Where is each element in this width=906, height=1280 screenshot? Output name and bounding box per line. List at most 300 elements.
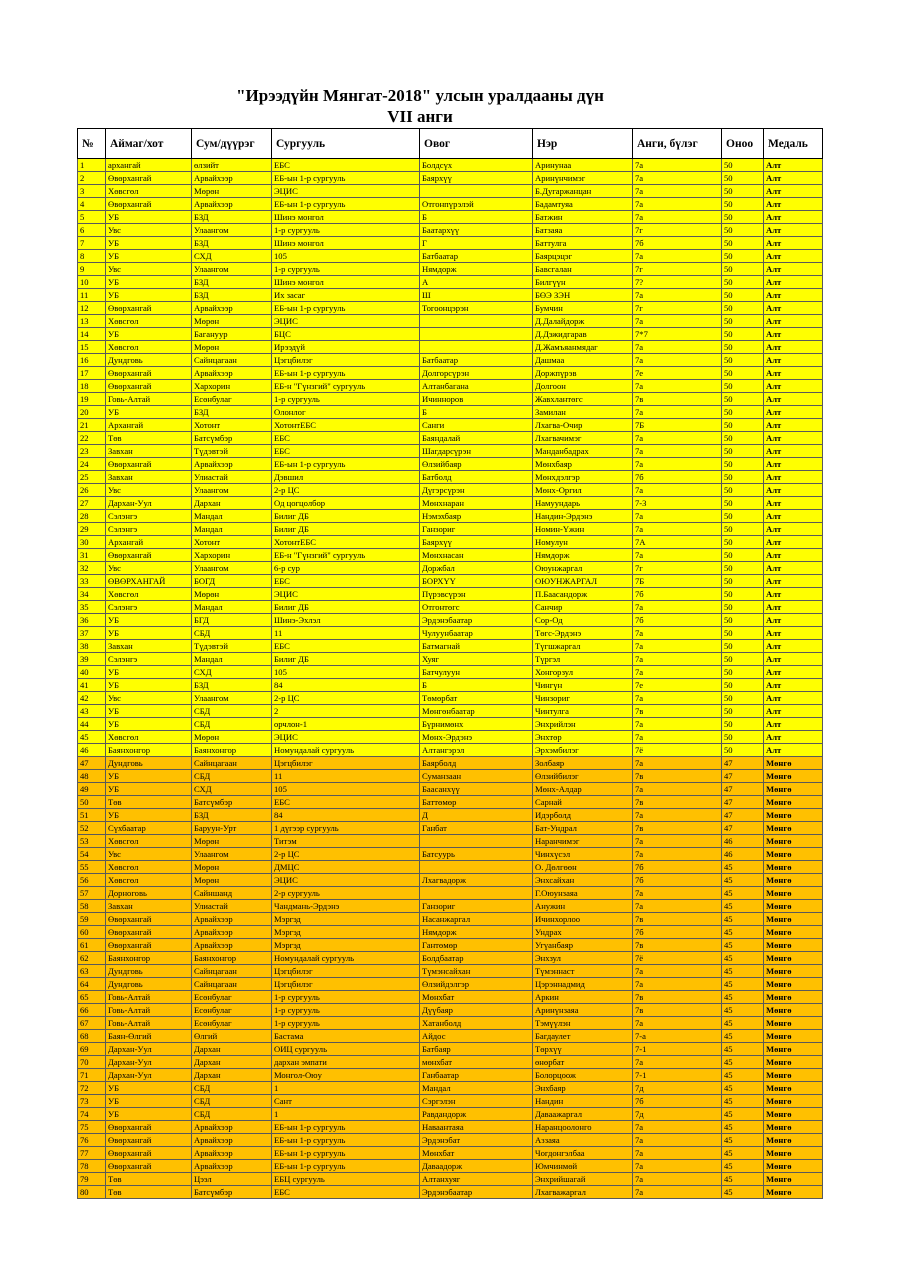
cell-medal: Алт <box>764 679 823 692</box>
cell-class: 7в <box>633 822 722 835</box>
cell-class: 7а <box>633 965 722 978</box>
cell-class: 7в <box>633 1004 722 1017</box>
cell-medal: Мөнгө <box>764 1056 823 1069</box>
cell-surname: Отгонтөгс <box>420 601 533 614</box>
cell-score: 50 <box>722 237 764 250</box>
cell-school: 1 дүгээр сургууль <box>272 822 420 835</box>
cell-given-name: Д.Дэжидгарав <box>533 328 633 341</box>
cell-number: 16 <box>78 354 106 367</box>
cell-sum-district: Улаангом <box>192 263 272 276</box>
cell-score: 50 <box>722 380 764 393</box>
column-header-surname: Овог <box>420 129 533 159</box>
table-row <box>78 380 823 393</box>
cell-surname: Ичинноров <box>420 393 533 406</box>
cell-aimag-city: Хөвсгөл <box>106 588 192 601</box>
cell-class: 7в <box>633 991 722 1004</box>
cell-class: 7б <box>633 1095 722 1108</box>
cell-aimag-city: УБ <box>106 614 192 627</box>
cell-score: 45 <box>722 874 764 887</box>
cell-medal: Алт <box>764 198 823 211</box>
cell-surname: Алтанбагана <box>420 380 533 393</box>
cell-number: 44 <box>78 718 106 731</box>
cell-sum-district: Арвайхээр <box>192 367 272 380</box>
table-row <box>78 302 823 315</box>
cell-school: ЭЦИС <box>272 315 420 328</box>
cell-class: 7а <box>633 887 722 900</box>
cell-number: 43 <box>78 705 106 718</box>
cell-number: 28 <box>78 510 106 523</box>
cell-class: 7ё <box>633 952 722 965</box>
cell-class: 7а <box>633 757 722 770</box>
cell-sum-district: СБД <box>192 705 272 718</box>
cell-number: 30 <box>78 536 106 549</box>
cell-medal: Алт <box>764 536 823 549</box>
cell-surname: Ганбат <box>420 822 533 835</box>
cell-aimag-city: Өвөрхангай <box>106 1147 192 1160</box>
cell-score: 50 <box>722 627 764 640</box>
cell-number: 31 <box>78 549 106 562</box>
cell-given-name: Жавхлантөгс <box>533 393 633 406</box>
cell-number: 15 <box>78 341 106 354</box>
cell-given-name: Бадамтуяа <box>533 198 633 211</box>
table-row <box>78 276 823 289</box>
cell-aimag-city: Завхан <box>106 471 192 484</box>
table-row <box>78 224 823 237</box>
table-row <box>78 679 823 692</box>
cell-given-name: Нямдорж <box>533 549 633 562</box>
cell-aimag-city: Дундговь <box>106 978 192 991</box>
cell-number: 6 <box>78 224 106 237</box>
cell-class: 7А <box>633 536 722 549</box>
cell-sum-district: БЗД <box>192 276 272 289</box>
cell-given-name: Д.Далайдорж <box>533 315 633 328</box>
cell-school: ЕБС <box>272 159 420 172</box>
cell-school: Номундалай сургууль <box>272 744 420 757</box>
cell-school: Мэргэд <box>272 926 420 939</box>
cell-class: 7-1 <box>633 1069 722 1082</box>
cell-number: 18 <box>78 380 106 393</box>
cell-score: 47 <box>722 770 764 783</box>
cell-given-name: Нандин-Эрдэнэ <box>533 510 633 523</box>
cell-number: 40 <box>78 666 106 679</box>
table-body <box>78 159 823 1199</box>
cell-school: Ирээдүй <box>272 341 420 354</box>
cell-school: ЕБС <box>272 796 420 809</box>
cell-medal: Алт <box>764 172 823 185</box>
cell-aimag-city: Дундговь <box>106 757 192 770</box>
cell-medal: Мөнгө <box>764 1121 823 1134</box>
cell-number: 45 <box>78 731 106 744</box>
cell-surname: Нэмэхбаяр <box>420 510 533 523</box>
cell-class: 7а <box>633 835 722 848</box>
cell-school: Цэгцбилэг <box>272 757 420 770</box>
column-header-medal: Медаль <box>764 129 823 159</box>
table-row <box>78 757 823 770</box>
cell-school: 1-р сургууль <box>272 1017 420 1030</box>
cell-number: 1 <box>78 159 106 172</box>
cell-given-name: Түмэннаст <box>533 965 633 978</box>
cell-school: Монгол-Оюу <box>272 1069 420 1082</box>
cell-class: 7г <box>633 263 722 276</box>
cell-medal: Алт <box>764 588 823 601</box>
cell-score: 50 <box>722 445 764 458</box>
cell-given-name: Сарнай <box>533 796 633 809</box>
cell-surname: Эрдэнэбаатар <box>420 1186 533 1199</box>
cell-sum-district: Арвайхээр <box>192 1134 272 1147</box>
cell-score: 45 <box>722 913 764 926</box>
cell-number: 35 <box>78 601 106 614</box>
cell-class: 7а <box>633 406 722 419</box>
cell-sum-district: Мандал <box>192 601 272 614</box>
cell-number: 58 <box>78 900 106 913</box>
cell-class: 7в <box>633 705 722 718</box>
table-row <box>78 536 823 549</box>
cell-class: 7а <box>633 666 722 679</box>
cell-number: 54 <box>78 848 106 861</box>
cell-sum-district: СБД <box>192 627 272 640</box>
cell-surname: Батмагнай <box>420 640 533 653</box>
cell-aimag-city: Архангай <box>106 419 192 432</box>
cell-school: ЕБС <box>272 445 420 458</box>
cell-score: 45 <box>722 1017 764 1030</box>
table-row <box>78 614 823 627</box>
cell-aimag-city: Төв <box>106 796 192 809</box>
cell-school: Шинэ монгол <box>272 276 420 289</box>
table-row <box>78 1030 823 1043</box>
cell-sum-district: Арвайхээр <box>192 172 272 185</box>
cell-class: 7а <box>633 458 722 471</box>
cell-score: 50 <box>722 523 764 536</box>
cell-school: 1-р сургууль <box>272 263 420 276</box>
cell-given-name: Наранчимэг <box>533 835 633 848</box>
cell-medal: Алт <box>764 419 823 432</box>
cell-aimag-city: Өвөрхангай <box>106 1160 192 1173</box>
cell-class: 7а <box>633 198 722 211</box>
cell-aimag-city: Увс <box>106 562 192 575</box>
cell-score: 50 <box>722 510 764 523</box>
cell-number: 13 <box>78 315 106 328</box>
cell-school: ЕБС <box>272 1186 420 1199</box>
cell-aimag-city: Дархан-Уул <box>106 1043 192 1056</box>
cell-class: 7д <box>633 1082 722 1095</box>
cell-surname: Баасанхүү <box>420 783 533 796</box>
cell-medal: Алт <box>764 250 823 263</box>
cell-school: ЕБС <box>272 640 420 653</box>
cell-sum-district: Хархорин <box>192 549 272 562</box>
cell-number: 26 <box>78 484 106 497</box>
cell-number: 65 <box>78 991 106 1004</box>
cell-number: 5 <box>78 211 106 224</box>
cell-school: ХотонтЕБС <box>272 419 420 432</box>
cell-school: Цэгцбилэг <box>272 978 420 991</box>
cell-medal: Мөнгө <box>764 757 823 770</box>
cell-score: 50 <box>722 588 764 601</box>
cell-aimag-city: Өвөрхангай <box>106 302 192 315</box>
cell-score: 45 <box>722 1030 764 1043</box>
cell-aimag-city: УБ <box>106 1108 192 1121</box>
cell-given-name: Тэмүүлэн <box>533 1017 633 1030</box>
cell-aimag-city: УБ <box>106 211 192 224</box>
cell-given-name: Наранцоолонго <box>533 1121 633 1134</box>
column-header-score: Оноо <box>722 129 764 159</box>
cell-sum-district: Мөрөн <box>192 874 272 887</box>
cell-aimag-city: Хөвсгөл <box>106 341 192 354</box>
cell-sum-district: Баянхонгор <box>192 744 272 757</box>
cell-surname: Айдос <box>420 1030 533 1043</box>
cell-aimag-city: Дундговь <box>106 354 192 367</box>
cell-aimag-city: Увс <box>106 484 192 497</box>
cell-aimag-city: УБ <box>106 289 192 302</box>
cell-number: 42 <box>78 692 106 705</box>
cell-score: 50 <box>722 406 764 419</box>
cell-school: Билиг ДБ <box>272 510 420 523</box>
cell-aimag-city: Завхан <box>106 640 192 653</box>
cell-school: 1-р сургууль <box>272 1004 420 1017</box>
cell-number: 59 <box>78 913 106 926</box>
cell-given-name: Баттулга <box>533 237 633 250</box>
cell-class: 7б <box>633 874 722 887</box>
cell-number: 56 <box>78 874 106 887</box>
cell-given-name: Энхрийшагай <box>533 1173 633 1186</box>
cell-given-name: Санчир <box>533 601 633 614</box>
cell-class: 7а <box>633 653 722 666</box>
cell-surname: Баярхүү <box>420 536 533 549</box>
cell-number: 61 <box>78 939 106 952</box>
table-row <box>78 653 823 666</box>
cell-school: ЕБ-ын 1-р сургууль <box>272 1147 420 1160</box>
cell-medal: Мөнгө <box>764 939 823 952</box>
cell-class: 7а <box>633 978 722 991</box>
cell-medal: Алт <box>764 510 823 523</box>
table-row <box>78 978 823 991</box>
cell-aimag-city: Баянхонгор <box>106 744 192 757</box>
cell-aimag-city: Өвөрхангай <box>106 913 192 926</box>
cell-school: 1-р сургууль <box>272 393 420 406</box>
cell-sum-district: БЗД <box>192 406 272 419</box>
cell-class: 7б <box>633 926 722 939</box>
cell-school: Мэргэд <box>272 913 420 926</box>
cell-number: 4 <box>78 198 106 211</box>
cell-number: 63 <box>78 965 106 978</box>
cell-surname: Мөнх-Эрдэнэ <box>420 731 533 744</box>
cell-aimag-city: Өвөрхангай <box>106 380 192 393</box>
cell-score: 45 <box>722 1004 764 1017</box>
cell-class: 7а <box>633 315 722 328</box>
cell-number: 19 <box>78 393 106 406</box>
cell-number: 55 <box>78 861 106 874</box>
table-row <box>78 783 823 796</box>
cell-surname: Д <box>420 809 533 822</box>
cell-number: 3 <box>78 185 106 198</box>
cell-aimag-city: Дундговь <box>106 965 192 978</box>
cell-medal: Алт <box>764 328 823 341</box>
cell-aimag-city: Өвөрхангай <box>106 367 192 380</box>
cell-given-name: Чингүн <box>533 679 633 692</box>
cell-given-name: Мөнхбаяр <box>533 458 633 471</box>
cell-number: 36 <box>78 614 106 627</box>
cell-school: 6-р сур <box>272 562 420 575</box>
table-row <box>78 393 823 406</box>
cell-surname: Эрдэнэбаатар <box>420 614 533 627</box>
cell-score: 50 <box>722 640 764 653</box>
cell-sum-district: СХД <box>192 250 272 263</box>
cell-aimag-city: УБ <box>106 328 192 341</box>
cell-given-name: Өлзийбилэг <box>533 770 633 783</box>
cell-score: 47 <box>722 796 764 809</box>
cell-medal: Алт <box>764 601 823 614</box>
cell-class: 7а <box>633 289 722 302</box>
cell-medal: Мөнгө <box>764 848 823 861</box>
cell-aimag-city: Увс <box>106 848 192 861</box>
cell-score: 50 <box>722 341 764 354</box>
cell-medal: Алт <box>764 653 823 666</box>
cell-class: 7а <box>633 185 722 198</box>
cell-school: Мэргэд <box>272 939 420 952</box>
cell-school: ЭЦИС <box>272 731 420 744</box>
cell-class: 7-1 <box>633 1043 722 1056</box>
cell-given-name: Болорцоож <box>533 1069 633 1082</box>
cell-sum-district: Дархан <box>192 1043 272 1056</box>
cell-sum-district: Арвайхээр <box>192 926 272 939</box>
cell-sum-district: Улаангом <box>192 562 272 575</box>
cell-surname: Батбаатар <box>420 354 533 367</box>
cell-score: 45 <box>722 1147 764 1160</box>
cell-number: 79 <box>78 1173 106 1186</box>
cell-given-name: Батзаяа <box>533 224 633 237</box>
cell-medal: Алт <box>764 211 823 224</box>
cell-given-name: Аринүнзаяа <box>533 1004 633 1017</box>
cell-medal: Мөнгө <box>764 1069 823 1082</box>
cell-given-name: Чинхүсэл <box>533 848 633 861</box>
cell-sum-district: Арвайхээр <box>192 458 272 471</box>
cell-medal: Алт <box>764 159 823 172</box>
cell-sum-district: Мөрөн <box>192 315 272 328</box>
cell-class: 7а <box>633 172 722 185</box>
cell-number: 10 <box>78 276 106 289</box>
cell-number: 72 <box>78 1082 106 1095</box>
cell-score: 50 <box>722 185 764 198</box>
table-row <box>78 887 823 900</box>
table-row <box>78 770 823 783</box>
cell-score: 46 <box>722 848 764 861</box>
cell-medal: Алт <box>764 549 823 562</box>
cell-class: 7а <box>633 809 722 822</box>
cell-surname: Насанжаргал <box>420 913 533 926</box>
cell-class: 7д <box>633 1108 722 1121</box>
cell-medal: Алт <box>764 471 823 484</box>
cell-surname: Мөнхнасан <box>420 549 533 562</box>
cell-surname: Өлзийдэлгэр <box>420 978 533 991</box>
cell-sum-district: Дархан <box>192 1056 272 1069</box>
cell-score: 45 <box>722 1043 764 1056</box>
cell-sum-district: Улаангом <box>192 484 272 497</box>
cell-number: 8 <box>78 250 106 263</box>
cell-given-name: Лхагвачимэг <box>533 432 633 445</box>
cell-surname: Гантөмөр <box>420 939 533 952</box>
cell-sum-district: Есөнбулаг <box>192 393 272 406</box>
cell-surname: Баатархүү <box>420 224 533 237</box>
cell-number: 20 <box>78 406 106 419</box>
cell-class: 7а <box>633 783 722 796</box>
table-row <box>78 666 823 679</box>
table-row <box>78 1134 823 1147</box>
cell-score: 50 <box>722 731 764 744</box>
cell-score: 50 <box>722 562 764 575</box>
cell-given-name: Аззаяа <box>533 1134 633 1147</box>
cell-medal: Мөнгө <box>764 913 823 926</box>
cell-score: 47 <box>722 757 764 770</box>
cell-number: 50 <box>78 796 106 809</box>
cell-given-name: Сор-Од <box>533 614 633 627</box>
cell-class: 7б <box>633 861 722 874</box>
cell-medal: Мөнгө <box>764 965 823 978</box>
cell-given-name: П.Баасандорж <box>533 588 633 601</box>
cell-number: 66 <box>78 1004 106 1017</box>
cell-score: 50 <box>722 614 764 627</box>
cell-class: 7а <box>633 159 722 172</box>
cell-given-name: Энхрийлэн <box>533 718 633 731</box>
cell-school: 1-р сургууль <box>272 224 420 237</box>
cell-surname: Бүрнимөнх <box>420 718 533 731</box>
cell-score: 46 <box>722 835 764 848</box>
cell-number: 60 <box>78 926 106 939</box>
cell-medal: Алт <box>764 341 823 354</box>
cell-score: 50 <box>722 263 764 276</box>
table-row <box>78 913 823 926</box>
cell-class: 7а <box>633 627 722 640</box>
cell-score: 45 <box>722 965 764 978</box>
cell-number: 74 <box>78 1108 106 1121</box>
column-header-school: Сургууль <box>272 129 420 159</box>
table-row <box>78 588 823 601</box>
cell-surname: Баярхүү <box>420 172 533 185</box>
cell-aimag-city: Төв <box>106 1186 192 1199</box>
cell-sum-district: Арвайхээр <box>192 302 272 315</box>
cell-score: 50 <box>722 302 764 315</box>
cell-school: ЕБ-ын 1-р сургууль <box>272 1121 420 1134</box>
cell-sum-district: Өлгий <box>192 1030 272 1043</box>
cell-given-name: Оюунжаргал <box>533 562 633 575</box>
cell-score: 45 <box>722 900 764 913</box>
cell-surname: Чулуунбаатар <box>420 627 533 640</box>
table-row <box>78 510 823 523</box>
cell-aimag-city: УБ <box>106 783 192 796</box>
cell-aimag-city: Дорноговь <box>106 887 192 900</box>
cell-surname: Ганбаатар <box>420 1069 533 1082</box>
cell-sum-district: Баруун-Урт <box>192 822 272 835</box>
cell-school: ЭЦИС <box>272 588 420 601</box>
table-row <box>78 484 823 497</box>
cell-surname: Долгорсүрэн <box>420 367 533 380</box>
cell-medal: Мөнгө <box>764 1004 823 1017</box>
cell-number: 29 <box>78 523 106 536</box>
cell-number: 21 <box>78 419 106 432</box>
cell-class: 7б <box>633 588 722 601</box>
cell-class: 7б <box>633 237 722 250</box>
cell-class: 7а <box>633 718 722 731</box>
cell-school: Сант <box>272 1095 420 1108</box>
cell-score: 50 <box>722 432 764 445</box>
cell-score: 50 <box>722 419 764 432</box>
cell-given-name: Эрхэмбилэг <box>533 744 633 757</box>
cell-medal: Мөнгө <box>764 926 823 939</box>
cell-sum-district: өлзийт <box>192 159 272 172</box>
cell-school: 2 <box>272 705 420 718</box>
cell-surname <box>420 835 533 848</box>
table-row <box>78 601 823 614</box>
cell-given-name: Чинтулга <box>533 705 633 718</box>
cell-sum-district: БЗД <box>192 211 272 224</box>
